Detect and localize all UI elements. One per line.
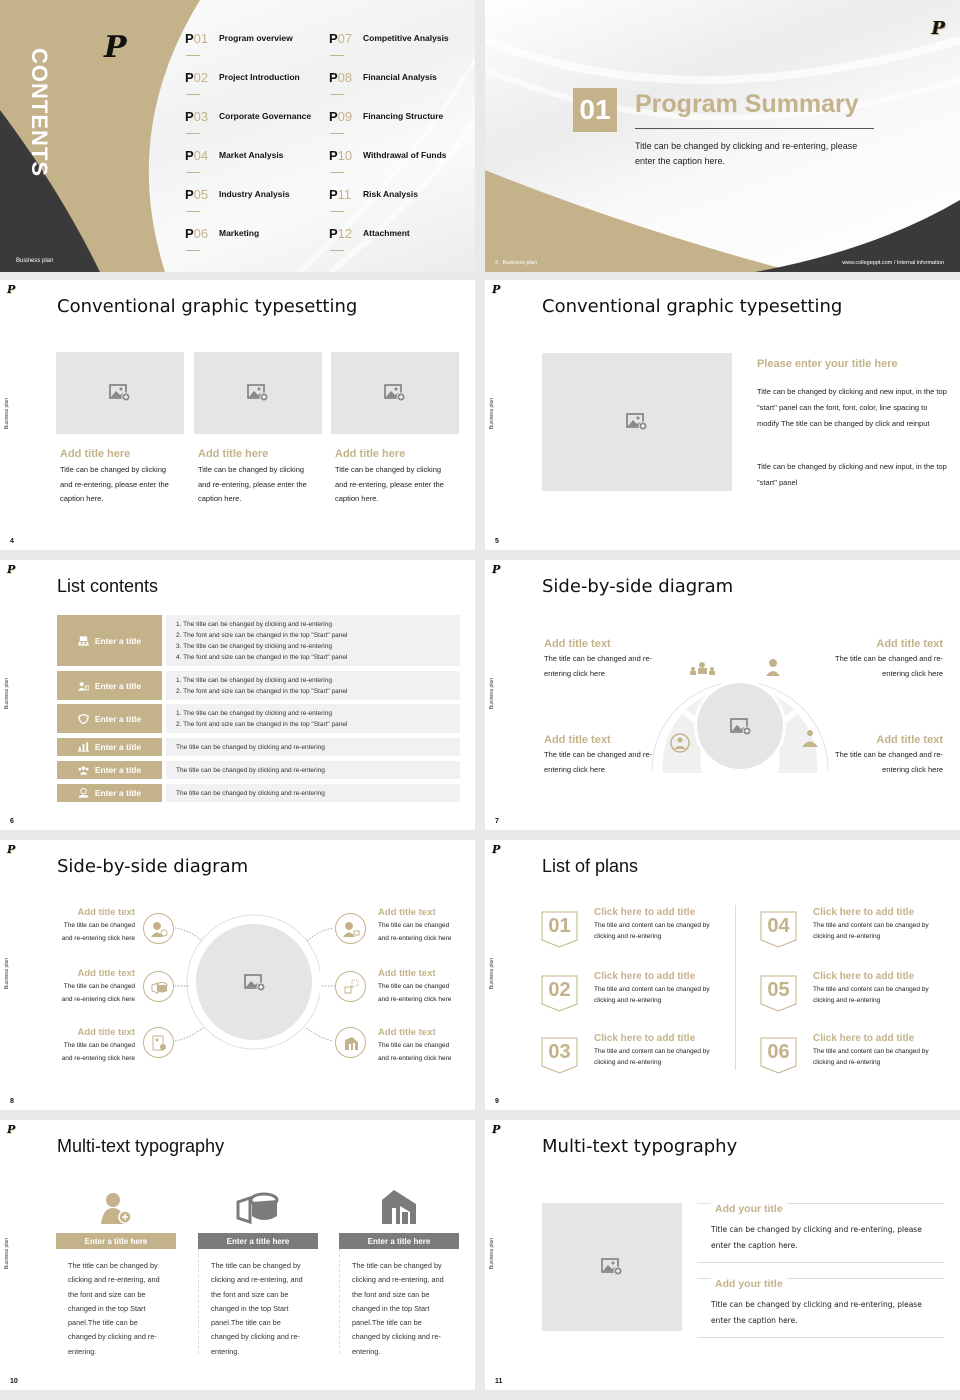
group-icon bbox=[78, 765, 89, 775]
team-board-icon bbox=[78, 636, 89, 646]
icon-circle bbox=[143, 1027, 174, 1058]
toc-item[interactable]: P06 Marketing bbox=[185, 226, 260, 241]
side-label: Business plan bbox=[489, 958, 495, 990]
list-row[interactable]: Enter a title 1. The title can be changed by clicking and re-entering 2. The font and size can be changed in the top "Start" panel 3. The title can be changed by clicking and re-entering 4. The font and size can be changed in the top "Start" panel bbox=[57, 615, 460, 666]
text-block[interactable] bbox=[697, 1274, 944, 1338]
slide-title[interactable]: Conventional graphic typesetting bbox=[57, 296, 358, 317]
side-label: Business plan bbox=[4, 678, 10, 710]
slide-6[interactable] bbox=[0, 560, 475, 830]
column-title[interactable]: Add title here bbox=[335, 448, 406, 460]
column-header[interactable]: Enter a title here bbox=[198, 1233, 318, 1249]
icon-circle bbox=[143, 913, 174, 944]
contents-heading: CONTENTS bbox=[27, 48, 52, 177]
divider bbox=[635, 128, 874, 129]
column-header[interactable]: Enter a title here bbox=[56, 1233, 176, 1249]
icon-circle bbox=[335, 1027, 366, 1058]
content-title[interactable]: Please enter your title here bbox=[757, 358, 898, 370]
toc-item[interactable]: P12 Attachment bbox=[329, 226, 410, 241]
row-label: Enter a title bbox=[94, 742, 142, 752]
page-number: 9 bbox=[495, 1098, 499, 1105]
image-placeholder[interactable] bbox=[542, 353, 732, 491]
image-add-icon bbox=[247, 384, 269, 402]
purdue-logo: P bbox=[104, 30, 126, 65]
purdue-logo: P bbox=[931, 18, 944, 39]
support-agent-icon bbox=[342, 920, 360, 938]
image-placeholder[interactable] bbox=[331, 352, 459, 434]
column-body[interactable]: The title can be changed by clicking and re-entering, and the font and size can be changed in the top Start panel.The title can be changed by clicking and re-entering. bbox=[339, 1249, 459, 1354]
text-block[interactable]: Add title text The title can be changed and re-entering click here bbox=[61, 1027, 135, 1062]
section-number: 01 bbox=[573, 88, 617, 132]
section-title[interactable]: Program Summary bbox=[635, 90, 859, 118]
purdue-logo: P bbox=[7, 1123, 15, 1136]
toc-item[interactable]: P09 Financing Structure bbox=[329, 109, 444, 124]
user-add-icon bbox=[98, 1190, 134, 1226]
slide-7[interactable] bbox=[485, 560, 960, 830]
column-body[interactable]: Title can be changed by clicking and re-entering, please enter the caption here. bbox=[335, 465, 444, 503]
slide-title[interactable]: Side-by-side diagram bbox=[542, 576, 734, 597]
slide-8[interactable] bbox=[0, 840, 475, 1110]
toc-item[interactable]: P07 Competitive Analysis bbox=[329, 31, 449, 46]
bar-chart-icon bbox=[78, 742, 89, 752]
text-block[interactable]: Add title text The title can be changed and re-entering click here bbox=[378, 968, 452, 1003]
user-add-icon bbox=[150, 920, 168, 938]
page-number: 10 bbox=[10, 1378, 18, 1385]
footer-left: 3 Business plan bbox=[495, 260, 537, 266]
side-label: Business plan bbox=[4, 1238, 10, 1270]
slide-title[interactable]: Side-by-side diagram bbox=[57, 856, 249, 877]
block-body: Title can be changed by clicking and re-entering, please enter the caption here. bbox=[711, 1300, 922, 1325]
section-subtitle[interactable]: Title can be changed by clicking and re-entering, please enter the caption here. bbox=[635, 141, 858, 166]
page-number: 6 bbox=[10, 818, 14, 825]
image-placeholder[interactable] bbox=[542, 1203, 682, 1331]
purdue-logo: P bbox=[492, 843, 500, 856]
purdue-logo: P bbox=[492, 563, 500, 576]
column-body[interactable]: Title can be changed by clicking and re-entering, please enter the caption here. bbox=[198, 465, 307, 503]
side-label: Business plan bbox=[489, 398, 495, 430]
list-row[interactable]: Enter a title The title can be changed by clicking and re-entering bbox=[57, 784, 460, 802]
list-row[interactable]: Enter a title The title can be changed by clicking and re-entering bbox=[57, 761, 460, 779]
image-placeholder[interactable] bbox=[56, 352, 184, 434]
text-block[interactable]: Add title text The title can be changed and re-entering click here bbox=[544, 638, 652, 678]
text-block[interactable]: Add title text The title can be changed and re-entering click here bbox=[61, 907, 135, 942]
page-number: 7 bbox=[495, 818, 499, 825]
decorative-curves bbox=[485, 0, 960, 272]
user-card-icon bbox=[78, 681, 89, 691]
slide-title[interactable]: Conventional graphic typesetting bbox=[542, 296, 843, 317]
support-agent-icon bbox=[766, 659, 780, 676]
slide-9[interactable]: P Business plan List of plans 01 Click here to add title The title and content can be changed by clicking and re-entering 02 Click here to add title The title and content can be changed by clicking and re-entering 03 Click here to add title The title and content can be changed by clicking and re-entering 04 Click here to add title The title and content can be changed by clicking and re-entering 05 Click here to add title The title and content can be changed by clicking and re-entering 06 Click here to add title The title and content can be changed by clicking and re-entering 9 bbox=[485, 840, 960, 1110]
purdue-logo: P bbox=[492, 1123, 500, 1136]
building-chart-icon bbox=[342, 1034, 360, 1052]
slide-5[interactable] bbox=[485, 280, 960, 550]
column-header[interactable]: Enter a title here bbox=[339, 1233, 459, 1249]
toc-item[interactable]: P11 Risk Analysis bbox=[329, 187, 418, 202]
text-block[interactable]: Add title text The title can be changed and re-entering click here bbox=[835, 638, 943, 678]
side-label: Business plan bbox=[489, 678, 495, 710]
team-icon bbox=[690, 662, 715, 675]
shield-icon bbox=[78, 714, 89, 724]
side-label: Business plan bbox=[4, 958, 10, 990]
toc-item[interactable]: P03 Corporate Governance bbox=[185, 109, 312, 124]
side-label: Business plan bbox=[489, 1238, 495, 1270]
purdue-logo: P bbox=[7, 563, 15, 576]
toc-item[interactable]: P02 Project Introduction bbox=[185, 70, 300, 85]
page-number: 8 bbox=[10, 1098, 14, 1105]
image-placeholder[interactable] bbox=[194, 352, 322, 434]
text-block[interactable]: Add title text The title can be changed and re-entering click here bbox=[378, 1027, 452, 1062]
text-block[interactable]: Add title text The title can be changed and re-entering click here bbox=[378, 907, 452, 942]
hand-dollar-icon bbox=[78, 788, 89, 798]
slide-title[interactable]: List of plans bbox=[542, 856, 639, 876]
column-body[interactable]: Title can be changed by clicking and re-entering, please enter the caption here. bbox=[60, 465, 169, 503]
block-title: Add your title bbox=[711, 1203, 787, 1215]
content-paragraph[interactable]: Title can be changed by clicking and new input, in the top "start" panel can the font, font, color, line spacing to modify The title can be changed by click and reinput bbox=[757, 387, 947, 428]
image-add-icon bbox=[626, 413, 648, 431]
slide-11[interactable] bbox=[485, 1120, 960, 1390]
toc-item[interactable]: P04 Market Analysis bbox=[185, 148, 284, 163]
toc-item[interactable]: P05 Industry Analysis bbox=[185, 187, 290, 202]
icon-circle bbox=[335, 971, 366, 1002]
image-add-icon bbox=[601, 1258, 623, 1276]
column-title[interactable]: Add title here bbox=[60, 448, 131, 460]
content-column bbox=[56, 352, 184, 507]
footer-right: www.collegeppt.com / Internal information bbox=[842, 260, 944, 266]
slide-10[interactable] bbox=[0, 1120, 475, 1390]
content-paragraph[interactable]: Title can be changed by clicking and new input, in the top "start" panel bbox=[757, 462, 947, 487]
purdue-logo: P bbox=[7, 283, 15, 296]
divider bbox=[697, 1337, 944, 1338]
document-user-icon bbox=[150, 1034, 168, 1052]
purdue-logo: P bbox=[7, 843, 15, 856]
slide-4[interactable] bbox=[0, 280, 475, 550]
building-chart-icon bbox=[380, 1188, 418, 1226]
pie-chart-icon bbox=[236, 1190, 280, 1226]
toc-item[interactable]: P10 Withdrawal of Funds bbox=[329, 148, 447, 163]
pie-chart-icon bbox=[150, 978, 168, 996]
scan-transfer-icon bbox=[342, 978, 360, 996]
page-number: 5 bbox=[495, 538, 499, 545]
block-title: Add your title bbox=[711, 1278, 787, 1290]
purdue-logo: P bbox=[492, 283, 500, 296]
content-column bbox=[331, 352, 459, 507]
semicircle-diagram bbox=[650, 630, 830, 780]
page-number: 4 bbox=[10, 538, 14, 545]
text-block[interactable] bbox=[697, 1199, 944, 1263]
row-label: Enter a title bbox=[94, 788, 142, 798]
text-block[interactable]: Add title text The title can be changed and re-entering click here bbox=[835, 734, 943, 774]
list-row[interactable]: Enter a title The title can be changed by clicking and re-entering bbox=[57, 738, 460, 756]
block-body: Title can be changed by clicking and re-entering, please enter the caption here. bbox=[711, 1225, 922, 1250]
text-column bbox=[56, 1180, 176, 1354]
footer-label: Business plan bbox=[16, 258, 54, 264]
list-row[interactable]: Enter a title 1. The title can be changed by clicking and re-entering 2. The font and size can be changed in the top "Start" panel bbox=[57, 704, 460, 733]
slide-title[interactable]: Multi-text typography bbox=[57, 1136, 225, 1156]
image-add-icon bbox=[384, 384, 406, 402]
text-column bbox=[339, 1180, 459, 1354]
column-body[interactable]: The title can be changed by clicking and re-entering, and the font and size can be changed in the top Start panel.The title can be changed by clicking and re-entering. bbox=[198, 1249, 318, 1354]
icon-circle bbox=[143, 971, 174, 1002]
side-label: Business plan bbox=[4, 398, 10, 430]
row-label: Enter a title bbox=[94, 713, 142, 724]
slide-contents[interactable] bbox=[0, 0, 475, 272]
image-add-icon bbox=[109, 384, 131, 402]
row-label: Enter a title bbox=[94, 765, 142, 775]
column-body[interactable]: The title can be changed by clicking and re-entering, and the font and size can be changed in the top Start panel.The title can be changed by clicking and re-entering. bbox=[68, 1261, 160, 1356]
list-row[interactable]: Enter a title 1. The title can be changed by clicking and re-entering 2. The font and size can be changed in the top "Start" panel bbox=[57, 671, 460, 700]
slide-title[interactable]: List contents bbox=[57, 576, 159, 596]
content-column bbox=[194, 352, 322, 507]
row-label: Enter a title bbox=[94, 680, 142, 691]
row-label: Enter a title bbox=[94, 635, 142, 646]
slide-section-program-summary[interactable] bbox=[485, 0, 960, 272]
page-number: 11 bbox=[495, 1378, 503, 1385]
icon-circle bbox=[335, 913, 366, 944]
slide-title[interactable]: Multi-text typography bbox=[542, 1136, 738, 1157]
column-title[interactable]: Add title here bbox=[198, 448, 269, 460]
divider bbox=[697, 1262, 944, 1263]
column-divider bbox=[735, 905, 736, 1070]
toc-item[interactable]: P01 Program overview bbox=[185, 31, 293, 46]
text-block[interactable]: Add title text The title can be changed and re-entering click here bbox=[61, 968, 135, 1003]
text-block[interactable]: Add title text The title can be changed and re-entering click here bbox=[544, 734, 652, 774]
text-column bbox=[198, 1180, 318, 1354]
toc-item[interactable]: P08 Financial Analysis bbox=[329, 70, 437, 85]
